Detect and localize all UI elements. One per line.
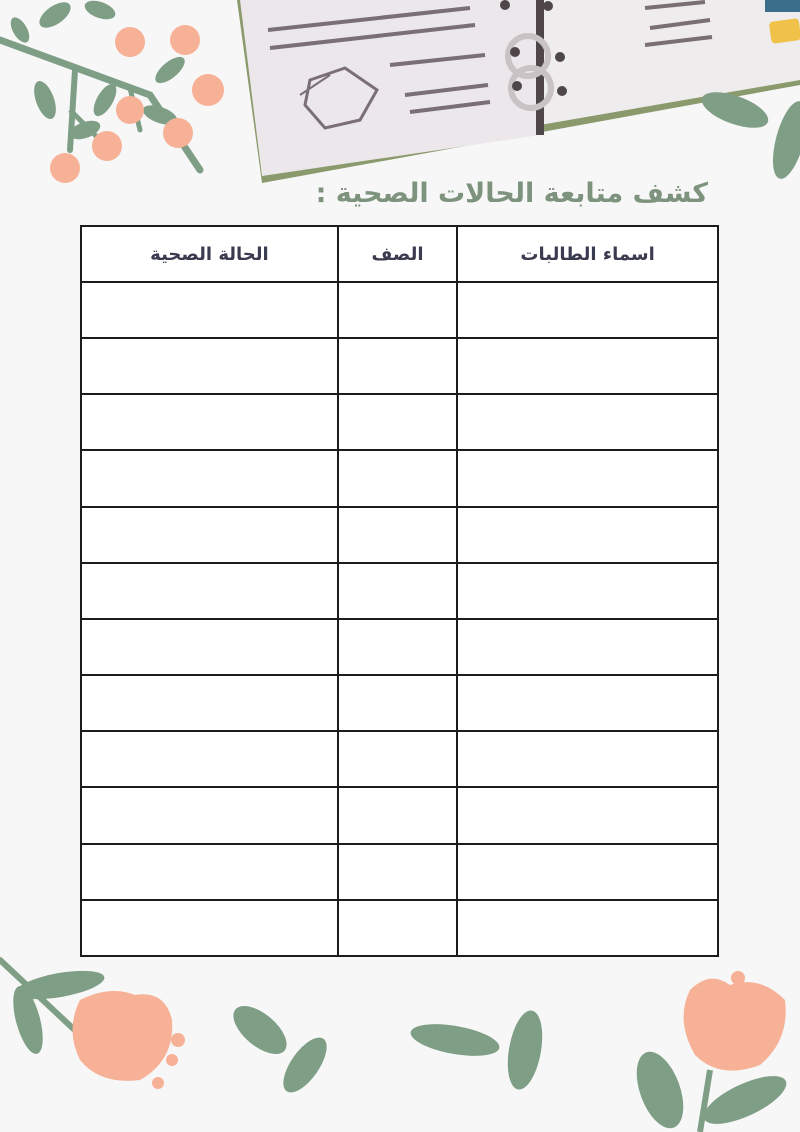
- flower-bottom-left-icon: [0, 960, 185, 1089]
- table-row: [81, 675, 718, 731]
- cell-student-name[interactable]: [457, 338, 718, 394]
- table-row: [81, 731, 718, 787]
- cell-health-status[interactable]: [81, 900, 338, 956]
- table-row: [81, 450, 718, 506]
- header-health-status: الحالة الصحية: [81, 226, 338, 282]
- table-row: [81, 900, 718, 956]
- cell-health-status[interactable]: [81, 844, 338, 900]
- header-class: الصف: [338, 226, 457, 282]
- cell-health-status[interactable]: [81, 619, 338, 675]
- cell-health-status[interactable]: [81, 338, 338, 394]
- cell-student-name[interactable]: [457, 450, 718, 506]
- cell-class[interactable]: [338, 900, 457, 956]
- cell-student-name[interactable]: [457, 619, 718, 675]
- cell-class[interactable]: [338, 731, 457, 787]
- cell-class[interactable]: [338, 394, 457, 450]
- cell-health-status[interactable]: [81, 450, 338, 506]
- cell-health-status[interactable]: [81, 394, 338, 450]
- header-student-names: اسماء الطالبات: [457, 226, 718, 282]
- cell-student-name[interactable]: [457, 731, 718, 787]
- cell-student-name[interactable]: [457, 507, 718, 563]
- cell-student-name[interactable]: [457, 675, 718, 731]
- table-row: [81, 507, 718, 563]
- cell-student-name[interactable]: [457, 394, 718, 450]
- cell-class[interactable]: [338, 450, 457, 506]
- table-row: [81, 394, 718, 450]
- cell-class[interactable]: [338, 338, 457, 394]
- notebook-illustration-icon: [237, 0, 800, 183]
- cell-class[interactable]: [338, 844, 457, 900]
- cell-class[interactable]: [338, 675, 457, 731]
- table-row: [81, 844, 718, 900]
- table-row: [81, 282, 718, 338]
- table-row: [81, 563, 718, 619]
- table-row: [81, 787, 718, 843]
- cell-class[interactable]: [338, 619, 457, 675]
- branch-top-left-icon: [0, 0, 224, 183]
- cell-class[interactable]: [338, 282, 457, 338]
- cell-health-status[interactable]: [81, 507, 338, 563]
- cell-health-status[interactable]: [81, 563, 338, 619]
- cell-student-name[interactable]: [457, 563, 718, 619]
- cell-class[interactable]: [338, 563, 457, 619]
- leaves-bottom-center-icon: [225, 997, 548, 1099]
- cell-health-status[interactable]: [81, 282, 338, 338]
- cell-student-name[interactable]: [457, 844, 718, 900]
- cell-student-name[interactable]: [457, 787, 718, 843]
- cell-student-name[interactable]: [457, 900, 718, 956]
- cell-class[interactable]: [338, 787, 457, 843]
- page-title: كشف متابعة الحالات الصحية :: [315, 178, 708, 209]
- cell-health-status[interactable]: [81, 787, 338, 843]
- table-header-row: [81, 226, 718, 282]
- table-row: [81, 619, 718, 675]
- cell-health-status[interactable]: [81, 675, 338, 731]
- cell-class[interactable]: [338, 507, 457, 563]
- cell-health-status[interactable]: [81, 731, 338, 787]
- table-row: [81, 338, 718, 394]
- cell-student-name[interactable]: [457, 282, 718, 338]
- tulip-bottom-right-icon: [628, 971, 793, 1132]
- health-status-table: [80, 225, 719, 957]
- table-body: [81, 282, 718, 956]
